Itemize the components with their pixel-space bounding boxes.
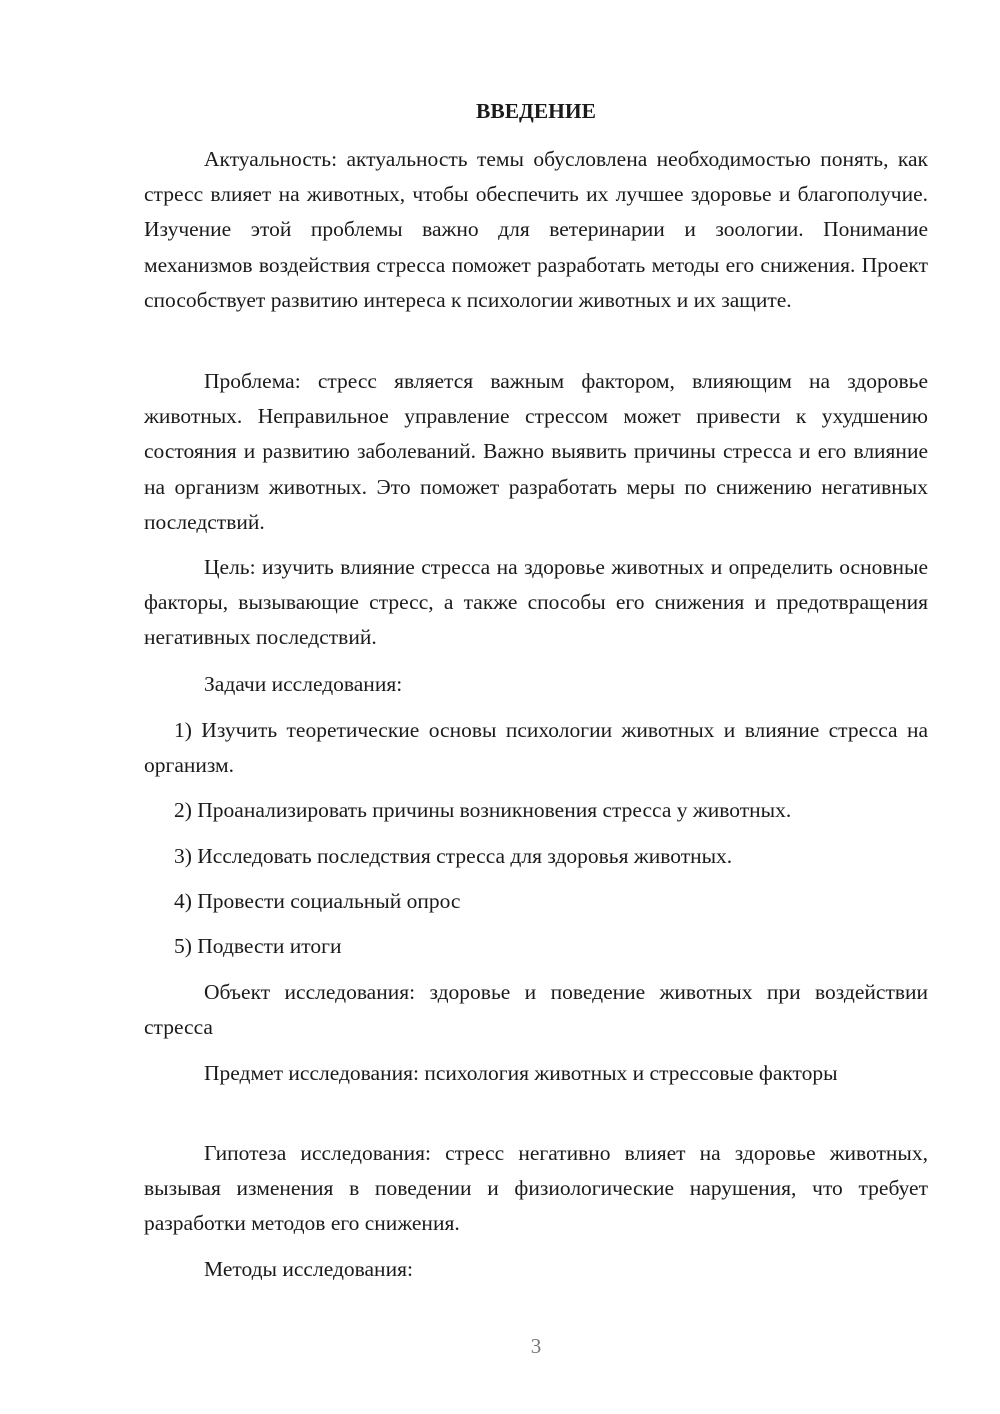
tasks-heading: Задачи исследования: (204, 672, 403, 696)
task-item-5: 5) Подвести итоги (174, 934, 342, 958)
task-item-4: 4) Провести социальный опрос (174, 889, 461, 913)
hypothesis-paragraph: Гипотеза исследования: стресс негативно влияет на здоровье животных, вызывая изменения в поведении и физиологические нарушения, что требует разработки методов его снижения. (144, 1141, 928, 1236)
problem-paragraph: Проблема: стресс является важным фактором, влияющим на здоровье животных. Неправильное управление стрессом может привести к ухудшению состояния и развитию заболеваний. Важно выявить причины стресса и его влияние на организм животных. Это поможет разработать меры по снижению негативных последствий. (144, 369, 928, 534)
task-item-2: 2) Проанализировать причины возникновения стресса у животных. (174, 798, 792, 822)
task-item-3: 3) Исследовать последствия стресса для здоровья животных. (174, 844, 733, 868)
subject-paragraph: Предмет исследования: психология животных и стрессовые факторы (204, 1061, 838, 1085)
relevance-paragraph: Актуальность: актуальность темы обусловлена необходимостью понять, как стресс влияет на животных, чтобы обеспечить их лучшее здоровье и благополучие. Изучение этой проблемы важно для ветеринарии и зоологии. Понимание механизмов воздействия стресса поможет разработать методы его снижения. Проект способствует развитию интереса к психологии животных и их защите. (144, 147, 928, 312)
task-item-1: 1) Изучить теоретические основы психологии животных и влияние стресса на организм. (144, 718, 928, 778)
goal-paragraph: Цель: изучить влияние стресса на здоровье животных и определить основные факторы, вызывающие стресс, а также способы его снижения и предотвращения негативных последствий. (144, 555, 928, 650)
object-paragraph: Объект исследования: здоровье и поведение животных при воздействии стресса (144, 980, 928, 1040)
section-heading: ВВЕДЕНИЕ (476, 99, 596, 123)
page-number: 3 (530, 1334, 542, 1358)
methods-heading: Методы исследования: (204, 1257, 413, 1281)
